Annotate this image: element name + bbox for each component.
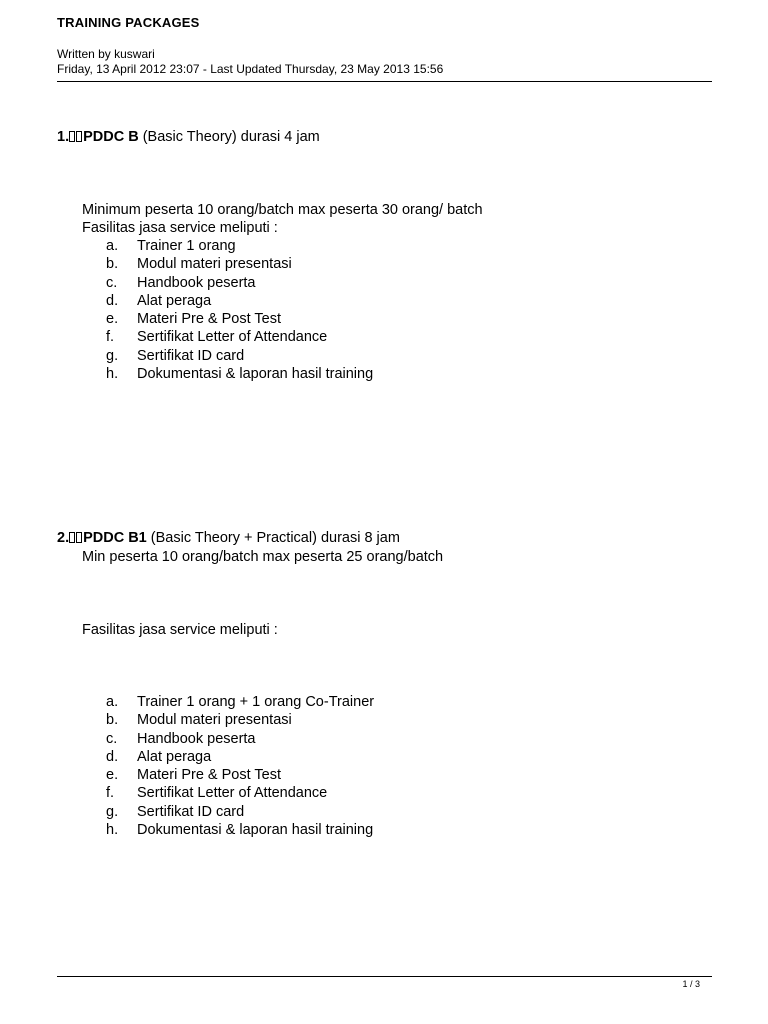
section1-number: 1. [57,129,70,145]
list-item-text: Dokumentasi & laporan hasil training [137,366,374,383]
list-marker: e. [106,767,119,784]
list-marker: a. [106,694,119,710]
section1-title: PDDC B [83,129,139,145]
list-item-text: Dokumentasi & laporan hasil training [137,822,374,839]
list-marker: g. [106,347,119,364]
section2-facilities-list [82,693,582,839]
list-marker: e. [106,311,119,328]
section2-heading [57,530,400,546]
list-item-text: Handbook peserta [137,274,256,291]
section1-facilities-list [82,237,582,383]
list-marker: f. [106,785,115,802]
list-marker: d. [106,292,119,309]
list-item [82,748,582,766]
list-item-text: Materi Pre & Post Test [137,311,281,328]
section1-facilities-label: Fasilitas jasa service meliputi : [82,220,278,236]
list-item-text: Sertifikat Letter of Attendance [137,329,328,346]
list-item-text: Alat peraga [137,748,212,765]
author-line: Written by kuswari [57,47,155,61]
list-item-text: Alat peraga [137,292,212,309]
list-item-text: Sertifikat ID card [137,803,245,820]
section1-heading [57,129,320,145]
section2-subtitle: (Basic Theory + Practical) durasi 8 jam [146,530,400,546]
list-item-text: Sertifikat Letter of Attendance [137,785,328,802]
list-item-text: Materi Pre & Post Test [137,767,281,784]
list-item-text: Handbook peserta [137,730,256,747]
list-item-text: Modul materi presentasi [137,712,292,729]
placeholder-glyph-icon [76,532,82,543]
list-item [82,274,582,292]
list-item [82,328,582,346]
list-marker: d. [106,748,119,765]
section1-participants: Minimum peserta 10 orang/batch max peserta 30 orang/ batch [82,202,483,218]
placeholder-glyph-icon [76,131,82,142]
section2-number: 2. [57,530,70,546]
section1-subtitle: (Basic Theory) durasi 4 jam [138,129,320,145]
list-item [82,255,582,273]
list-marker: g. [106,803,119,820]
list-marker: c. [106,730,118,747]
list-marker: f. [106,329,115,346]
list-marker: b. [106,256,119,273]
date-line: Friday, 13 April 2012 23:07 - Last Updated Thursday, 23 May 2013 15:56 [57,62,444,76]
list-item-text: Sertifikat ID card [137,347,245,364]
list-item [82,766,582,784]
section2-title: PDDC B1 [83,530,147,546]
list-item [82,821,582,839]
list-item [82,711,582,729]
list-item-text: Trainer 1 orang [137,238,236,254]
section2-participants: Min peserta 10 orang/batch max peserta 25 orang/batch [82,549,444,565]
list-item [82,730,582,748]
list-marker: a. [106,238,119,254]
list-marker: h. [106,366,119,383]
list-item [82,693,582,711]
page-title: TRAINING PACKAGES [57,15,200,30]
list-item [82,310,582,328]
list-item [82,365,582,383]
list-marker: h. [106,822,119,839]
list-item [82,237,582,255]
list-item-text: Modul materi presentasi [137,256,292,273]
placeholder-glyph-icon [69,532,75,543]
list-marker: b. [106,712,119,729]
list-item-text: Trainer 1 orang + 1 orang Co-Trainer [137,694,375,710]
list-marker: c. [106,274,118,291]
footer-rule [57,976,712,977]
placeholder-glyph-icon [69,131,75,142]
header-rule [57,81,712,82]
list-item [82,292,582,310]
list-item [82,784,582,802]
page-number: 1 / 3 [682,979,700,989]
list-item [82,803,582,821]
section2-facilities-label: Fasilitas jasa service meliputi : [82,622,278,638]
list-item [82,347,582,365]
